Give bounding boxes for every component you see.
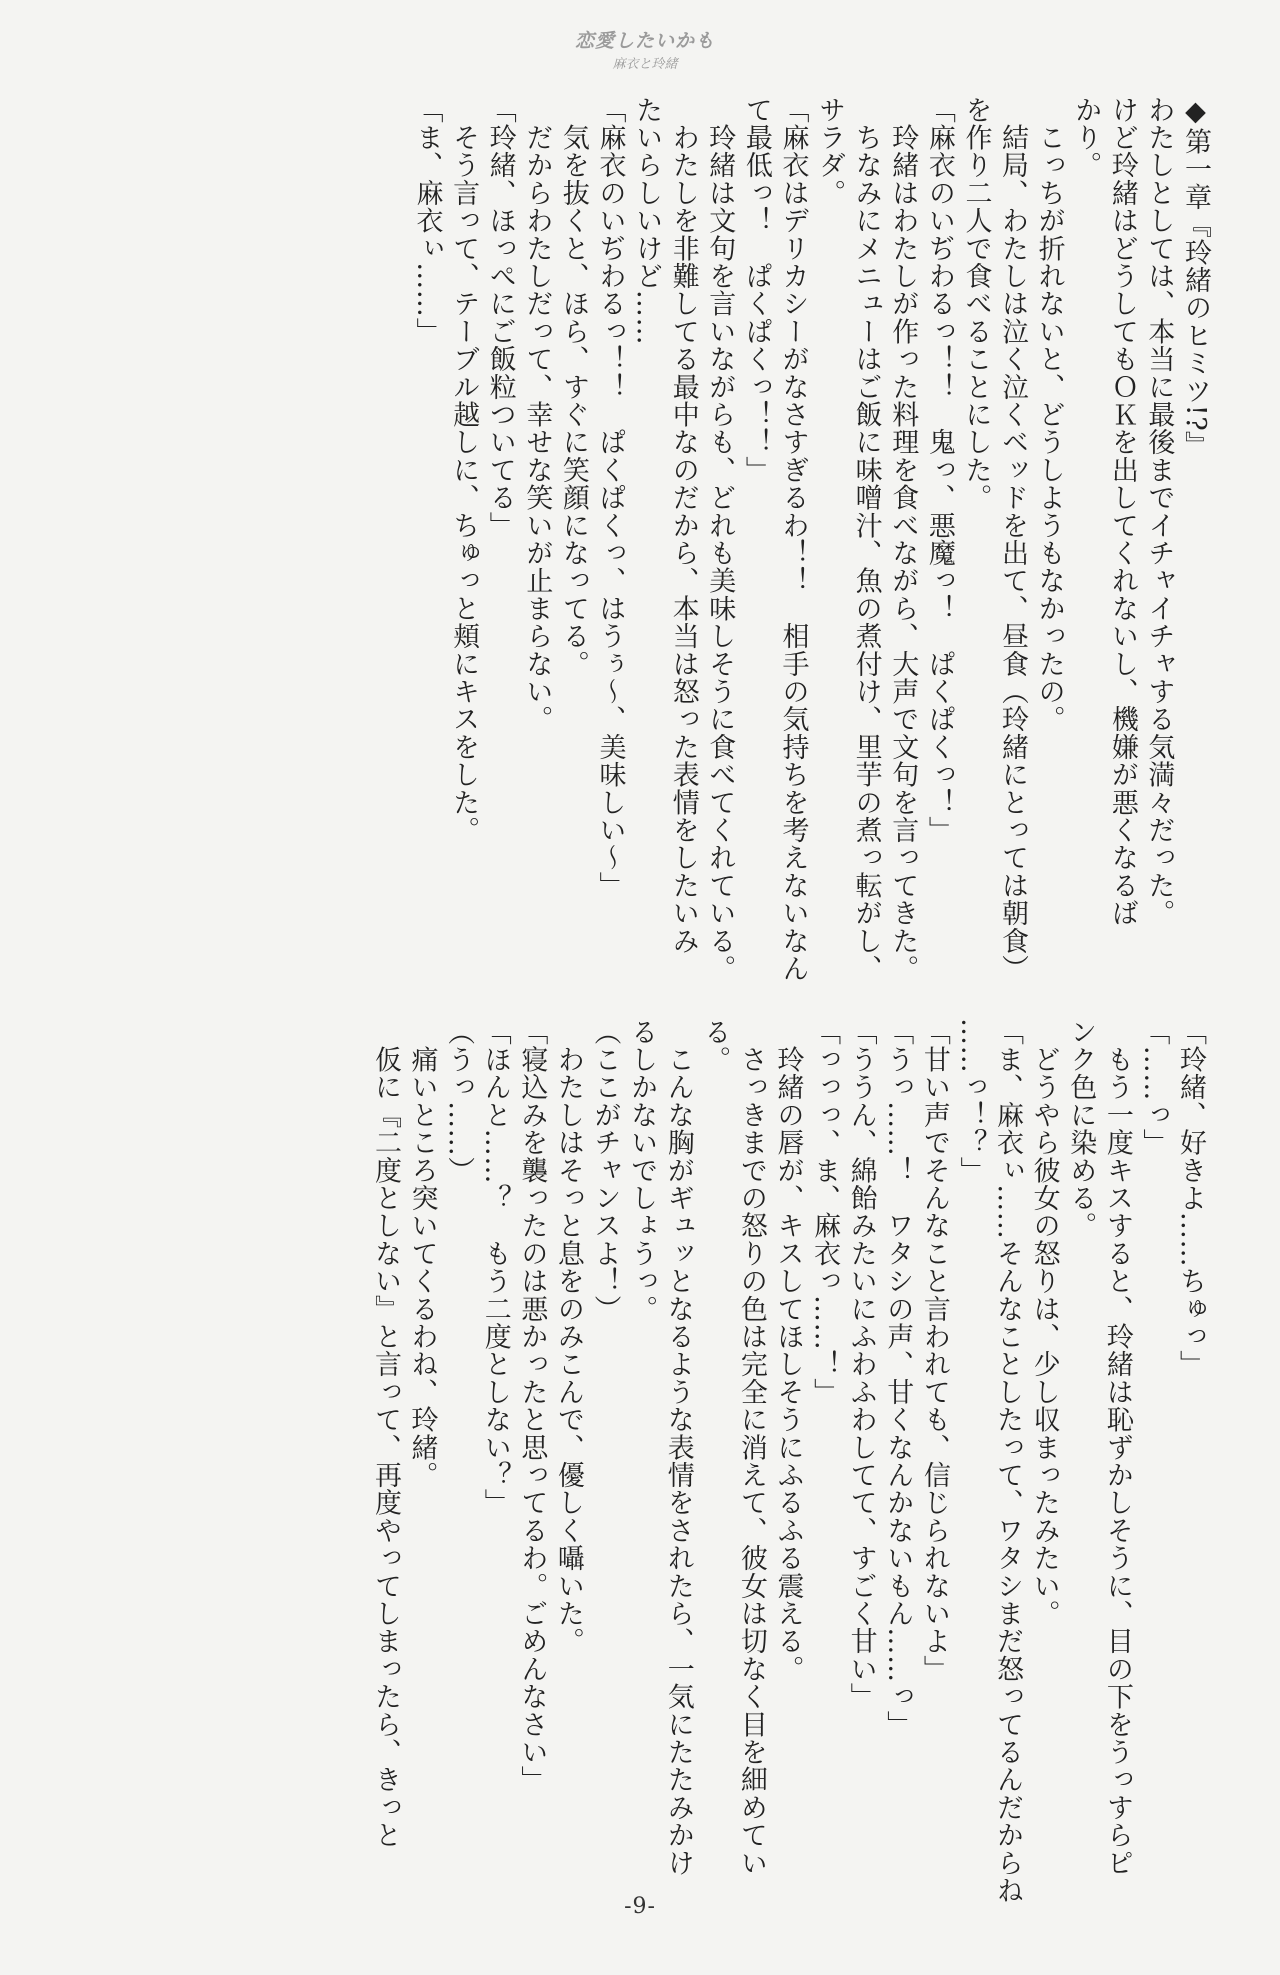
lower-text-line: 「ううん、綿飴みたいにふわふわしてて、すごく甘い」 <box>845 1018 877 1711</box>
upper-text-line: 玲緒はわたしが作った料理を食べながら、大声で文句を言ってきた。 <box>887 96 919 983</box>
lower-text-line: 「っっっ、ま、麻衣っ……！」 <box>809 1018 841 1406</box>
lower-text-line: るしかないでしょうっ。 <box>626 1018 658 1323</box>
upper-text-line: たいらしいけど…… <box>631 96 663 346</box>
upper-text-line: 「麻衣のいぢわるっ！！ 鬼っ、悪魔っ！ ぱくぱくっ！」 <box>923 96 955 844</box>
upper-text-line: ◆第一章『玲緒のヒミツ!?』 <box>1180 96 1211 460</box>
upper-text-line: を作り二人で食べることにした。 <box>960 96 992 512</box>
lower-text-line: ンク色に染める。 <box>1065 1018 1097 1240</box>
lower-text-line: 玲緒の唇が、キスしてほしそうにふるふる震える。 <box>772 1018 804 1683</box>
header-logo <box>560 26 730 86</box>
lower-text-line: る。 <box>699 1018 731 1074</box>
lower-text-line: 「うっ……！ ワタシの声、甘くなんかないもん……っ」 <box>882 1018 914 1739</box>
text-block-lower <box>108 1018 1208 1905</box>
upper-text-line: けど玲緒はどうしてもＯＫを出してくれないし、機嫌が悪くなるば <box>1106 96 1138 927</box>
lower-text-line: ……っ！？」 <box>955 1018 987 1185</box>
lower-text-line: （ここがチャンスよ！） <box>589 1018 621 1323</box>
header-logo-title: 恋愛したいかも <box>574 30 715 52</box>
upper-text-line: て最低っ！ ぱくぱくっ！！」 <box>740 96 772 484</box>
lower-text-line: 仮に『二度としない』と言って、再度やってしまったら、きっと <box>369 1018 401 1849</box>
lower-text-line: 「ま、麻衣ぃ……そんなことしたって、ワタシまだ怒ってるんだからね <box>992 1018 1024 1905</box>
lower-text-line: （うっ……） <box>443 1018 475 1185</box>
lower-text-line: 「甘い声でそんなこと言われても、信じられないよ」 <box>918 1018 950 1683</box>
upper-text-line: かり。 <box>1070 96 1102 180</box>
lower-text-line: 「玲緒、好きよ……ちゅっ」 <box>1175 1018 1206 1379</box>
upper-text-line: 「麻衣のいぢわるっ！！ ぱくぱくっ、はうぅ～、美味しい～」 <box>594 96 626 900</box>
lower-text-line: どうやら彼女の怒りは、少し収まったみたい。 <box>1028 1018 1060 1628</box>
lower-text-line: 「寝込みを襲ったのは悪かったと思ってるわ。ごめんなさい」 <box>516 1018 548 1794</box>
text-block-upper <box>93 96 1213 996</box>
upper-text-line: 「ま、麻衣ぃ……」 <box>411 96 443 346</box>
lower-text-line: 「ほんと……？ もう二度としない？」 <box>479 1018 511 1517</box>
header-logo-subtitle: 麻衣と玲緒 <box>612 57 678 72</box>
upper-text-line: ちなみにメニューはご飯に味噌汁、魚の煮付け、里芋の煮っ転がし、 <box>850 96 882 983</box>
lower-text-line: わたしはそっと息をのみこんで、優しく囁いた。 <box>552 1018 584 1656</box>
upper-text-line: サラダ。 <box>814 96 846 207</box>
lower-text-line: 痛いところ突いてくるわね、玲緒。 <box>406 1018 438 1489</box>
upper-text-line: 気を抜くと、ほら、すぐに笑顔になってる。 <box>557 96 589 678</box>
upper-text-line: 「麻衣はデリカシーがなさすぎるわ！！ 相手の気持ちを考えないなん <box>777 96 809 983</box>
lower-text-line: もう一度キスすると、玲緒は恥ずかしそうに、目の下をうっすらピ <box>1101 1018 1133 1877</box>
upper-text-line: だからわたしだって、幸せな笑いが止まらない。 <box>521 96 553 734</box>
upper-text-line: 結局、わたしは泣く泣くベッドを出て、昼食（玲緒にとっては朝食） <box>997 96 1029 983</box>
upper-text-line: わたしとしては、本当に最後までイチャイチャする気満々だった。 <box>1143 96 1175 927</box>
lower-text-line: さっきまでの怒りの色は完全に消えて、彼女は切なく目を細めてい <box>735 1018 767 1877</box>
upper-text-line: こっちが折れないと、どうしようもなかったの。 <box>1033 96 1065 734</box>
page-number: -9- <box>624 1894 656 1919</box>
upper-text-line: そう言って、テーブル越しに、ちゅっと頬にキスをした。 <box>448 96 480 844</box>
upper-text-line: 玲緒は文句を言いながらも、どれも美味しそうに食べてくれている。 <box>704 96 736 983</box>
upper-text-line: 「玲緒、ほっぺにご飯粒ついてる」 <box>484 96 516 540</box>
upper-text-line: わたしを非難してる最中なのだから、本当は怒った表情をしたいみ <box>667 96 699 955</box>
lower-text-line: こんな胸がギュッとなるような表情をされたら、一気にたたみかけ <box>662 1018 694 1877</box>
lower-text-line: 「……っ」 <box>1138 1018 1170 1157</box>
